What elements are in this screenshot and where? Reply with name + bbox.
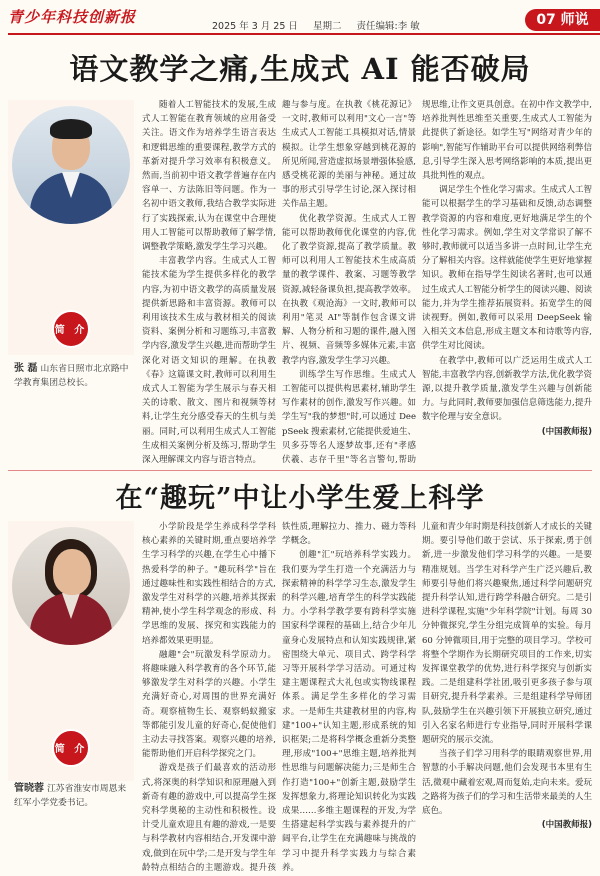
paragraph: 规思维,让作文更具创意。在初中作文教学中,培养批判性思维至关重要,生成式人工智能为此提供了新途径。如学生写"网络对青少年的影响",智能写作辅助平台可以提供网络利弊信息,引导学生深入思考网络影响的本质,提出更具批判性的观点。 — [422, 100, 592, 182]
paragraph: 创趣"汇"玩培养科学实践力。我们要为学生打造一个充满活力与探索精神的科学学习生态,激发学生的科学兴趣,培育学生的科学实践能力。小学科学教学要有跨科学实施国家科学课程的基础上,结合少年儿童身心发展特点和认知实践规律,紧密围绕大单元、项目式、跨学科学习等开展科学学习活动。可通过构建主题课程式大礼包或实物线课程体系。满足学生多样化的学习需求。一是师生共建教材里的内容,构建"100+"认知主题,形成系统的知识框架;二是将科学概念重新分类整理,形成"100+"思维主题,培养批判性思维与问题解决能力;三是师生合作打造"100+"创新主题,鼓励学生发挥想象力,将理论知识转化为实践成果……多维主题课程的开发,为学生搭建起科学实践与素养提升的广阔平台,让学生在充满趣味与挑战的学习中提升科学实践力与综合素养。 — [282, 550, 416, 872]
paragraph: 铁性质,理解拉力、推力、磁力等科学概念。 — [282, 522, 416, 547]
issue-weekday: 星期二 — [312, 21, 342, 32]
paragraph: 优化教学资源。生成式人工智能可以帮助教师优化课堂的内容,优化了教学资源,提高了教学质量。教师可以利用人工智能技术生成高质量的教学课件、教案、习题等教学资源,减轻备课负担,提高教学效率。在执教《观沧海》一文时,教师可以利用"笔灵 AI"等制作包含课文讲解、人物分析和习题的课件,融入图片、视频、音频等多媒体元素,丰富教学内容,激发学生学习兴趣。 — [282, 213, 416, 366]
issue-date: 2025 年 3 月 25 日 — [212, 21, 298, 32]
profile-badge: 简 介 — [52, 310, 90, 348]
paragraph: 融趣"会"玩激发科学原动力。将趣味融入科学教育的各个环节,能够激发学生对科学的兴趣。小学生充满好奇心,对周围的世界充满好奇。观察植物生长、观察蚂蚁搬家等都能引发儿童的好奇心,促使他们主动去寻找答案。观察兴趣的培养,能帮助他们开启科学探究之门。 — [142, 649, 276, 760]
author-bio — [14, 362, 130, 390]
paragraph: 当孩子们学习用科学的眼睛观察世界,用智慧的小手解决问题,他们会发现书本里有生活,微观中藏着宏观,周而复始,走向未来。爱玩之路将为孩子们的学习和生活带来最美的人生底色。 — [422, 749, 592, 817]
article2-column-1 — [142, 520, 276, 872]
article2-source: (中国教师报) — [541, 820, 592, 831]
article2-column-2 — [282, 520, 416, 872]
paragraph: 趣与参与度。在执教《桃花源记》一文时,教师可以利用"文心一言"等生成式人工智能工具模拟对话,情景模拟。让学生想象穿越到桃花源的所见所闻,营造虚拟场景增强体验感,感受桃花源的美丽与神秘。通过故事的形式引导学生讨论,深入探讨相关作品主题。 — [282, 100, 416, 210]
article1-title: 语文教学之痛,生成式 AI 能否破局 — [69, 52, 531, 86]
author-bio — [14, 782, 130, 810]
author-name: 管晓蓉 — [14, 783, 44, 794]
author-name: 张 磊 — [14, 363, 38, 374]
author-portrait — [12, 527, 130, 645]
page-editor: 责任编辑:李 敏 — [356, 21, 420, 32]
issue-info — [212, 18, 432, 32]
paragraph: 随着人工智能技术的发展,生成式人工智能在教育领域的应用备受关注。语文作为培养学生语言表达和逻辑思维的重要课程,教学方式的革新对提升学习效率有积极意义。然而,当前初中语文教学普遍存在内容单一、方法陈旧等问题。作为一名初中语文教师,我结合教学实际进行了实践探索,认为在课堂中合理使用人工智能可以帮助教师了解学情,调整教学策略,激发学生学习兴趣。 — [142, 100, 276, 253]
article1-column-1 — [142, 98, 276, 466]
paragraph: 训练学生写作思维。生成式人工智能可以提供构思素材,辅助学生写作素材的创作,激发写作兴趣。如学生写"我的梦想"时,可以通过 DeepSeek 搜索素材,它能提供爱迪生、贝多芬等名人逐梦故事,还有"孝感伏羲、志存千里"等名言警句,帮助 — [282, 369, 416, 466]
paragraph: 小学阶段是学生养成科学学科核心素养的关键时期,重点要培养学生学习科学的兴趣,在学生心中播下热爱科学的种子。"趣玩科学"旨在通过趣味性和实践性相结合的方式,激发学生对科学的兴趣,培养其探索精神,使小学生科学观念的形成、科学思维的发展、探究和实践能力的培养都效果更明显。 — [142, 522, 276, 646]
article2-author-card — [8, 521, 134, 808]
article-divider — [8, 470, 592, 471]
profile-badge: 简 介 — [52, 729, 90, 767]
article1-author-card — [8, 100, 134, 388]
article1-source: (中国教师报) — [541, 426, 592, 437]
article2-title: 在“趣玩”中让小学生爱上科学 — [115, 483, 485, 514]
author-bio-text: 江苏省淮安市周恩来红军小学党委书记。 — [14, 784, 127, 808]
author-portrait — [12, 106, 130, 224]
paragraph: 丰富教学内容。生成式人工智能技术能为学生提供多样化的教学内容,为初中语文教学的高质量发展提供新思路和丰富资源。教师可以利用该技术生成与教材相关的阅读资料、案例分析和习题练习,丰富教学内容,激发学生兴趣,进而帮助学生深化对语文知识的理解。在执教《春》这篇课文时,教师可以利用生成式人工智能为学生展示与春天相关的诗歌、散文、图片和视频等材料,让学生充分感受春天的生机与美丽。同时,可以利用生成式人工智能生成相关案例分析及练习,帮助学生深入理解课文内容与语言特点。 — [142, 256, 276, 466]
newspaper-logo: 青少年科技创新报 — [8, 8, 137, 26]
article2-column-3 — [422, 520, 592, 872]
section-label: 07 师说 — [525, 9, 600, 31]
article1-column-3 — [422, 98, 592, 466]
paragraph: 儿童和青少年时期是科技创新人才成长的关键期。要引导他们敢于尝试、乐于探索,勇于创新,进一步激发他们学习科学的兴趣。一是要精准规划。当学生对科学产生广泛兴趣后,教师要引导他们将兴趣聚焦,通过科学问题研究提升科学认知,进行跨学科融合研究。二是引进科学课程,实施"少年科学院"计划。每周 30 分钟微探究,学生分组完成简单的实验。每月 60 分钟微项目,用于完整的项目学习。学校可将整个学期作为长期研究项目的工作来,切实发挥课堂教学的优势,进行科学探究与创新实践。二是组建科学社团,吸引更多孩子参与项目研究,提升科学素养。三是组建科学导师团队,鼓励学生在兴趣引领下开展独立研究,通过引入名家名师进行专业指导,同时开展科学课题研究的展示交流。 — [422, 522, 592, 746]
paragraph: 在教学中,教师可以广泛运用生成式人工智能,丰富教学内容,创新教学方法,优化教学资源,以提升教学质量,激发学生兴趣与创新能力。与此同时,教师要加强信息筛选能力,提升数字伦理与安全意识。 — [422, 355, 592, 423]
paragraph: 游戏是孩子们最喜欢的活动形式,将深奥的科学知识和原理融入到新奇有趣的游戏中,可以提高学生探究科学奥秘的主动性和积极性。设计受儿童欢迎且有趣的游戏,一是要与科学教材内容相结合,开发课中游戏,做到在玩中学;二是开发与学生年龄特点相结合的主题游戏。提升孩 — [142, 763, 276, 872]
paragraph: 调足学生个性化学习需求。生成式人工智能可以根据学生的学习基础和反馈,动态调整教学资源的内容和难度,更好地满足学生的个性化学习需求。例如,学生对文学常识了解不够时,教师就可以适当多讲一点时间,让学生充分了解相关内容。这样就能使学生更好地掌握知识。教师在指导学生阅读名著时,也可以通过生成式人工智能分析学生的阅读兴趣、阅读能力,并为学生推荐拓展资料。拓宽学生的阅读视野。例如,教师可以采用 DeepSeek 输入相关文本信息,形成主题文本和诗歌等内容,供学生对比阅读。 — [422, 185, 592, 352]
article1-column-2 — [282, 98, 416, 466]
author-bio-text: 山东省日照市北京路中学教育集团总校长。 — [14, 364, 129, 388]
header-rule — [8, 33, 600, 35]
masthead — [0, 0, 600, 40]
